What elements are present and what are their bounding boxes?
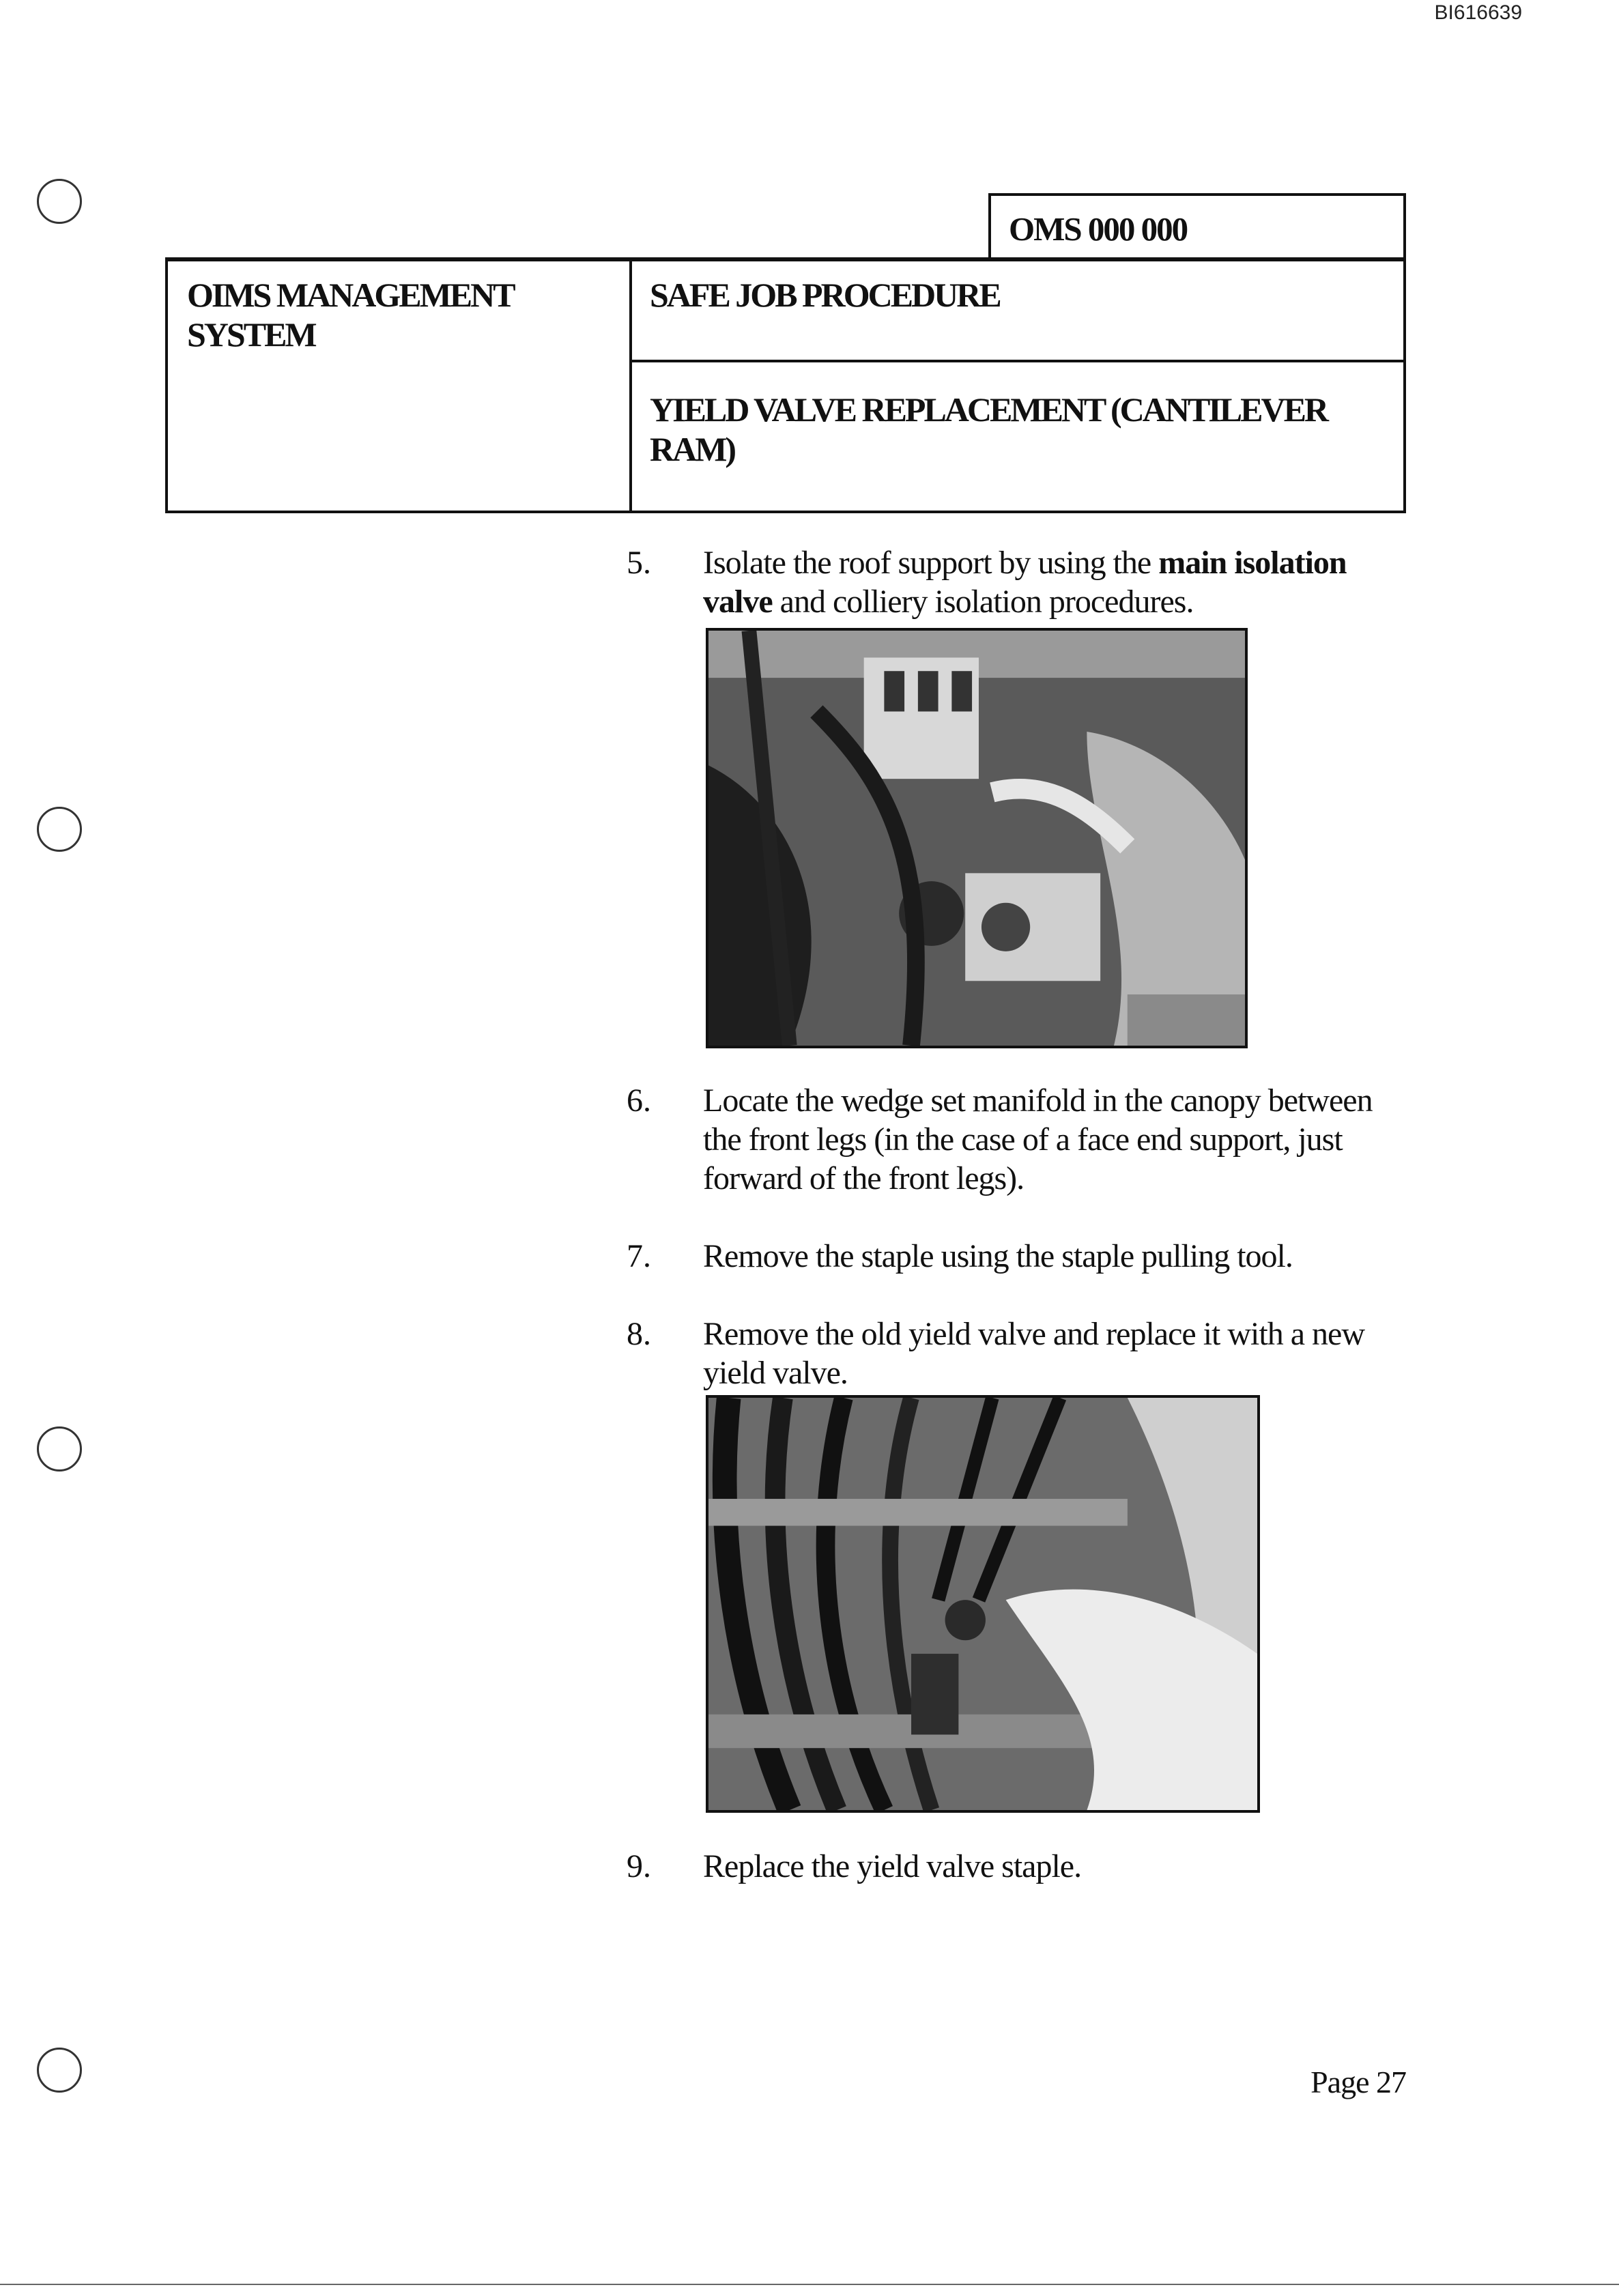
binder-hole-1 [37,179,82,224]
page-bottom-line [0,2284,1619,2285]
step-number: 8. [627,1316,651,1352]
document-id: BI616639 [1434,1,1522,24]
photo-yield-valve [706,1395,1260,1813]
step-5 [627,543,1418,625]
step-number: 5. [627,545,651,581]
system-name: OIMS MANAGEMENT SYSTEM [168,261,632,511]
step-6 [627,1081,1418,1204]
step-text: Remove the old yield valve and replace it with a new yield valve. [703,1316,1364,1391]
step-number: 7. [627,1238,651,1274]
binder-hole-4 [37,2048,82,2093]
step-number: 6. [627,1082,651,1119]
photo-isolation-valve [706,628,1248,1048]
step-text: Isolate the roof support by using the main isolation valve and colliery isolation procedures. [703,545,1347,620]
step-text: Remove the staple using the staple pulling tool. [703,1238,1293,1274]
binder-hole-3 [37,1426,82,1472]
step-number: 9. [627,1848,651,1884]
binder-hole-2 [37,807,82,852]
procedure-type: SAFE JOB PROCEDURE [632,261,1403,362]
step-text: Locate the wedge set manifold in the canopy between the front legs (in the case of a face end support, just forward of the front legs). [703,1082,1373,1196]
step-9 [627,1847,1418,1888]
step-8 [627,1315,1418,1396]
photo-image [708,1398,1257,1810]
step-text-bold: main isolation valve [703,545,1347,620]
photo-image [708,631,1245,1046]
page-number: Page 27 [1310,2065,1406,2099]
header-table [165,257,1406,513]
document-code: OMS 000 000 [988,193,1406,257]
procedure-title: YIELD VALVE REPLACEMENT (CANTILEVER RAM) [650,390,1328,468]
step-7 [627,1237,1418,1278]
step-text: Replace the yield valve staple. [703,1848,1082,1884]
